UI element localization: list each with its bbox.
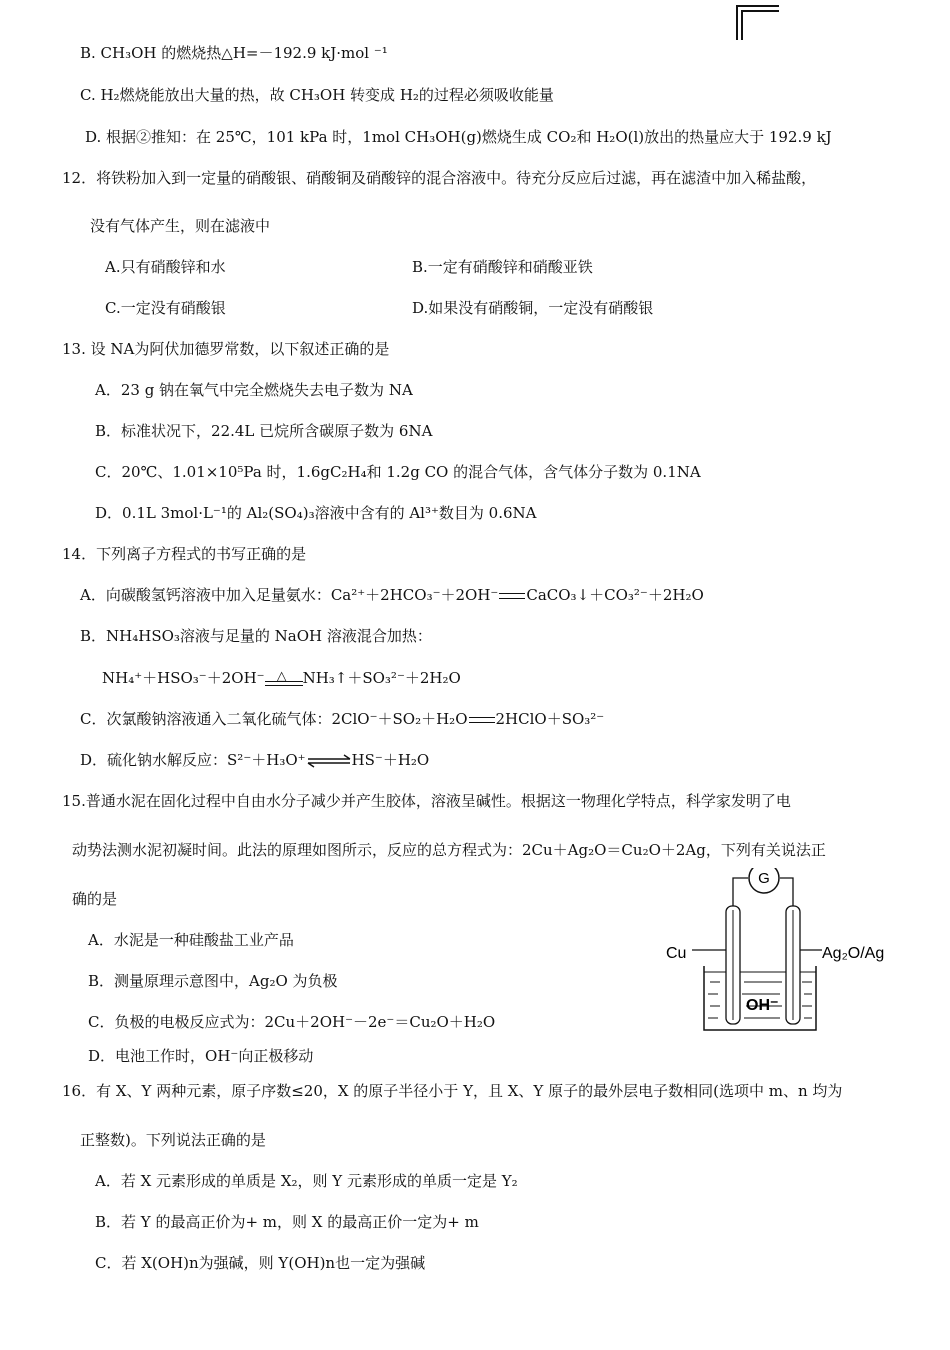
option-16b: B．若 Y 的最高正价为+ m，则 X 的最高正价一定为+ m	[95, 1213, 479, 1231]
ag2o-ag-label: Ag₂O/Ag	[822, 945, 885, 962]
option-15d: D．电池工作时，OH⁻向正极移动	[88, 1047, 314, 1065]
option-13b: B．标准状况下，22.4L 已烷所含碳原子数为 6NA	[95, 422, 433, 440]
option-11d: D. 根据②推知：在 25℃，101 kPa 时，1mol CH₃OH(g)燃烧生成 CO₂和 H₂O(l)放出的热量应大于 192.9 kJ	[85, 128, 832, 146]
question-15-stem-cont: 动势法测水泥初凝时间。此法的原理如图所示，反应的总方程式为：2Cu＋Ag₂O＝Cu₂O＋2Ag，下列有关说法正	[72, 841, 826, 859]
equation-right: 2HClO＋SO₃²⁻	[495, 710, 605, 728]
heat-equals-sign	[265, 669, 303, 689]
question-14-stem: 14．下列离子方程式的书写正确的是	[62, 545, 307, 563]
equation-left: D．硫化钠水解反应：S²⁻＋H₃O⁺	[80, 751, 306, 769]
cu-label: Cu	[666, 945, 687, 962]
question-16-stem-cont: 正整数)。下列说法正确的是	[80, 1131, 266, 1149]
question-13-stem: 13. 设 NA为阿伏加德罗常数，以下叙述正确的是	[62, 340, 390, 358]
hydroxide-label: OH⁻	[746, 997, 779, 1014]
option-13c: C．20℃、1.01×10⁵Pa 时，1.6gC₂H₄和 1.2g CO 的混合气体，含气体分子数为 0.1NA	[95, 463, 701, 481]
option-14a	[80, 585, 704, 605]
galvanometer-label: G	[758, 870, 770, 887]
option-14b-equation	[102, 668, 461, 689]
equals-sign	[469, 714, 495, 726]
option-14d	[80, 750, 429, 770]
equation-left: A．向碳酸氢钙溶液中加入足量氨水：Ca²⁺＋2HCO₃⁻＋2OH⁻	[80, 586, 499, 604]
equation-left: NH₄⁺＋HSO₃⁻＋2OH⁻	[102, 669, 265, 687]
option-14c	[80, 709, 604, 729]
heat-symbol: △	[276, 669, 287, 684]
option-15b: B．测量原理示意图中，Ag₂O 为负极	[88, 972, 338, 990]
equation-left: C．次氯酸钠溶液通入二氧化硫气体：2ClO⁻＋SO₂＋H₂O	[80, 710, 468, 728]
equation-right: NH₃↑＋SO₃²⁻＋2H₂O	[302, 669, 461, 687]
question-12-stem-cont: 没有气体产生，则在滤液中	[90, 217, 271, 235]
option-12d: D.如果没有硝酸铜，一定没有硝酸银	[412, 299, 654, 317]
electrochemical-cell-diagram	[662, 868, 902, 1038]
option-11b: B. CH₃OH 的燃烧热△H=－192.9 kJ·mol ⁻¹	[80, 44, 388, 62]
option-12a: A.只有硝酸锌和水	[105, 258, 226, 276]
question-15-stem: 15.普通水泥在固化过程中自由水分子减少并产生胶体，溶液呈碱性。根据这一物理化学特点，科学家发明了电	[62, 792, 791, 810]
corner-bracket-mark	[733, 0, 781, 40]
question-12-stem: 12．将铁粉加入到一定量的硝酸银、硝酸铜及硝酸锌的混合溶液中。待充分反应后过滤，再在滤渣中加入稀盐酸，	[62, 169, 817, 187]
question-16-stem: 16．有 X、Y 两种元素，原子序数≤20，X 的原子半径小于 Y，且 X、Y 原子的最外层电子数相同(选项中 m、n 均为	[62, 1082, 843, 1100]
option-15a: A．水泥是一种硅酸盐工业产品	[88, 931, 294, 949]
equals-sign	[499, 590, 525, 602]
option-13d: D．0.1L 3mol·L⁻¹的 Al₂(SO₄)₃溶液中含有的 Al³⁺数目为 0.6NA	[95, 504, 537, 522]
equation-right: CaCO₃↓＋CO₃²⁻＋2H₂O	[526, 586, 704, 604]
option-15c: C．负极的电极反应式为：2Cu＋2OH⁻－2e⁻＝Cu₂O＋H₂O	[88, 1013, 496, 1031]
option-11c: C. H₂燃烧能放出大量的热，故 CH₃OH 转变成 H₂的过程必须吸收能量	[80, 86, 554, 104]
question-15-stem-end: 确的是	[72, 890, 118, 908]
option-12b: B.一定有硝酸锌和硝酸亚铁	[412, 258, 593, 276]
option-13a: A．23 g 钠在氧气中完全燃烧失去电子数为 NA	[95, 381, 413, 399]
equation-right: HS⁻＋H₂O	[351, 751, 430, 769]
option-14b: B．NH₄HSO₃溶液与足量的 NaOH 溶液混合加热：	[80, 627, 432, 645]
option-16c: C．若 X(OH)n为强碱，则 Y(OH)n也一定为强碱	[95, 1254, 426, 1272]
option-16a: A．若 X 元素形成的单质是 X₂，则 Y 元素形成的单质一定是 Y₂	[95, 1172, 518, 1190]
option-12c: C.一定没有硝酸银	[105, 299, 226, 317]
reversible-arrow	[306, 754, 352, 768]
